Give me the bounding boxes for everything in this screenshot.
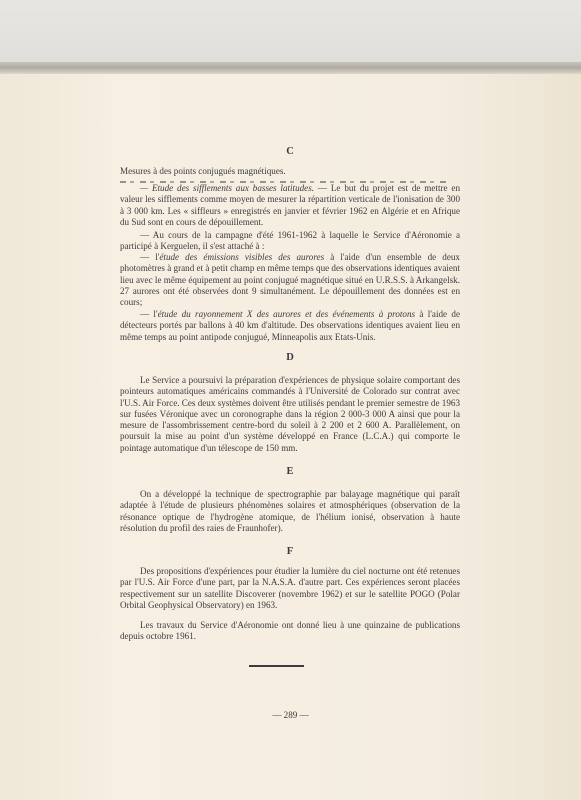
section-c-paragraph-4 bbox=[120, 309, 460, 343]
section-c-p4-prefix: — l' bbox=[140, 309, 158, 319]
section-c-p1-title: — Etude des sifflements aux basses latitudes. bbox=[140, 183, 315, 193]
section-c-p3-prefix: — l' bbox=[140, 252, 160, 262]
section-heading-d: D bbox=[286, 352, 295, 363]
previous-page-edge bbox=[0, 0, 581, 70]
section-f-paragraph-1: Des propositions d'expériences pour étudier la lumière du ciel nocturne ont été retenues par l'U.S. Air Force d'une part, par la N.A.S.A. d'autre part. Ces expériences seront placées respectivement sur un satellite Discoverer (novembre 1962) et sur le satellite POGO (Polar Orbital Geophysical Observatory) en 1963. bbox=[120, 566, 460, 610]
section-c-p4-body: à l'aide de détecteurs portés par ballons à 40 km d'altitude. Des observations identiques avaient lieu en même temps au point antipode conjugué, Minneapolis aux Etats-Unis. bbox=[120, 309, 460, 342]
section-c-p4-title: étude du rayonnement X des aurores et des événements à protons bbox=[157, 309, 416, 319]
section-c-p3-body: à l'aide d'un ensemble de deux photomètres à grand et à petit champ en même temps que des observations identiques avaient lieu avec le même équipement au point conjugué magnétique situé en U.R.S.S. à Arkangelsk. 27 aurores ont été observées dont 9 simultanément. Le dépouillement des données est en cours; bbox=[120, 252, 460, 308]
section-heading-f: F bbox=[286, 546, 295, 557]
section-divider-rule bbox=[249, 665, 304, 667]
section-c-p1-body: — Le but du projet est de mettre en valeur les sifflements comme moyen de mesurer la répartition verticale de l'ionisation de 300 à 3 000 km. Les « siffleurs » enregistrés en janvier et février 1962 en Algérie et en Afrique du Sud sont en cours de dépouillement. bbox=[120, 183, 460, 227]
section-e-paragraph: On a développé la technique de spectrographie par balayage magnétique qui paraît adaptée à l'étude de plusieurs phénomènes solaires et atmosphériques (observation de la résonance optique de l'hydrogène atomique, de l'hélium ionisé, observation à haute résolution du profil des raies de Fraunhofer). bbox=[120, 489, 460, 533]
section-c-paragraph-3 bbox=[120, 252, 460, 308]
section-c-intro: Mesures à des points conjugués magnétiques. bbox=[120, 166, 286, 176]
section-f-paragraph-2: Les travaux du Service d'Aéronomie ont donné lieu à une quinzaine de publications depuis octobre 1961. bbox=[120, 620, 460, 642]
page-number: — 289 — bbox=[272, 710, 309, 720]
section-c-p3-title: étude des émissions visibles des aurores bbox=[159, 252, 325, 262]
section-d-paragraph: Le Service a poursuivi la préparation d'expériences de physique solaire comportant des pointeurs automatiques américains commandés à l'Université de Colorado sur contrat avec l'U.S. Air Force. Ces deux systèmes doivent être utilisés pendant le premier semestre de 1963 sur fusées Véronique avec un coronographe dans la région 2 000-3 000 A ainsi que pour la mesure de l'assombrissement centre-bord du soleil à 2 200 et 2 600 A. Parallèlement, on poursuit la mise au point d'un système développé en France (L.C.A.) qui comporte le pointage automatique d'un télescope de 150 mm. bbox=[120, 375, 460, 453]
section-c-paragraph-2: — Au cours de la campagne d'été 1961-1962 à laquelle le Service d'Aéronomie a participé à Kerguelen, il s'est attaché à : bbox=[120, 230, 460, 252]
section-c-paragraph-1 bbox=[120, 183, 460, 228]
section-heading-c: C bbox=[286, 146, 295, 157]
section-heading-e: E bbox=[286, 466, 295, 477]
